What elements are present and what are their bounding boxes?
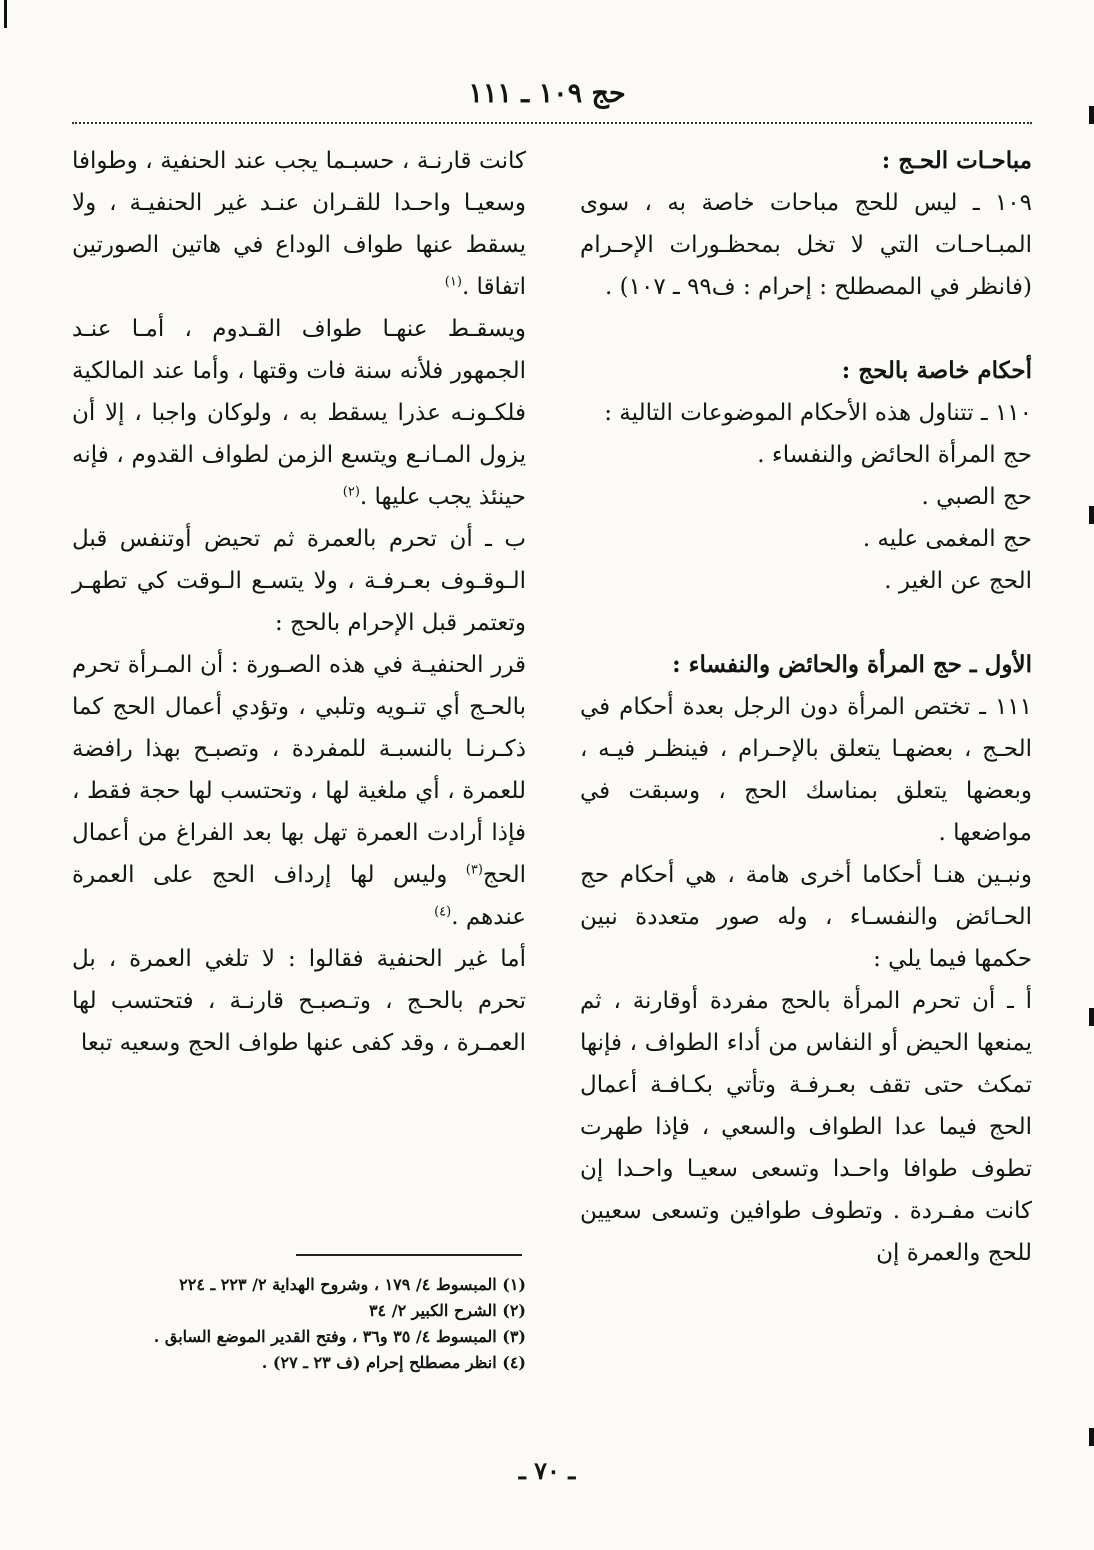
right-column — [580, 140, 1032, 1274]
footnote: (٣) المبسوط ٤/ ٣٥ و٣٦ ، وفتح القدير الموضع السابق . — [153, 1327, 526, 1346]
footnote-separator — [296, 1254, 522, 1256]
section-heading: الأول ـ حج المرأة والحائض والنفساء : — [672, 651, 1032, 678]
left-column — [72, 140, 526, 1064]
footnote: (١) المبسوط ٤/ ١٧٩ ، وشروح الهداية ٢/ ٢٢٣ ـ ٢٢٤ — [179, 1275, 526, 1294]
paragraph — [72, 308, 526, 518]
section-gap — [580, 602, 1032, 644]
section-gap — [580, 308, 1032, 350]
scan-edge-mark — [1089, 106, 1094, 124]
paragraph: أ ـ أن تحرم المرأة بالحج مفردة أوقارنة ، ثم يمنعها الحيض أو النفاس من أداء الطواف ، فإنها تمكث حتى تقف بعـرفـة وتأتي بكـافـة أعمال الحج فيما عدا الطواف والسعي ، فإذا طهرت تطوف طوافا واحـدا وتسعى سعيـا واحـدا إن كانت مفـردة . وتطوف طوافين وتسعى سعيين للحج والعمرة إن — [580, 988, 1032, 1266]
footnote-marker: (٢) — [342, 484, 360, 500]
paragraph: ونبـين هنـا أحكاما أخرى هامة ، هي أحكام حج الحـائض والنفسـاء ، وله صور متعددة نبين حكمها فيما يلي : — [580, 862, 1032, 972]
footnote-marker: (٣) — [465, 862, 483, 878]
paragraph — [72, 140, 526, 308]
scan-edge-mark — [1089, 506, 1094, 524]
paragraph — [72, 644, 526, 938]
paragraph: حج الصبي . — [921, 484, 1032, 510]
paragraph — [72, 518, 526, 644]
header-dotted-rule — [72, 122, 1032, 124]
footnote-marker: (١) — [444, 274, 462, 290]
paragraph: الحج عن الغير . — [884, 568, 1032, 594]
paragraph: ١١١ ـ تختص المرأة دون الرجل بعدة أحكام في الحـج ، بعضهـا يتعلق بالإحـرام ، فينظـر فيـه ، وبعضها يتعلق بمناسك الحج ، وسبقت في مواضعها . — [580, 694, 1032, 846]
page-number: ـ ٧٠ ـ — [518, 1456, 576, 1485]
section-heading: مباحـات الحـج : — [881, 147, 1032, 174]
paragraph-text: قرر الحنفيـة في هذه الصـورة : أن المـرأة تحرم بالحـج أي تنـويه وتلبي ، وتؤدي أعمال الحج كما ذكـرنـا بالنسبـة للمفردة ، وتصبـح بهذا رافضة للعمرة ، أي ملغية لها ، وتحتسب لها حجة فقط ، فإذا أرادت العمرة تهل بها بعد الفراغ من أعمال الحج — [72, 652, 526, 888]
scan-edge-mark — [1089, 1008, 1094, 1026]
footnote: (٢) الشرح الكبير ٢/ ٣٤ — [368, 1301, 526, 1320]
paragraph-text: ويسقـط عنهـا طواف القـدوم ، أمـا عنـد الجمهور فلأنه سنة فات وقتها ، وأما عند المالكية فلكـونـه عذرا يسقط به ، ولوكان واجبا ، إلا أن يزول المـانـع ويتسع الزمن لطواف القدوم ، فإنه حينئذ يجب عليها . — [72, 316, 526, 510]
section-heading: أحكام خاصة بالحج : — [841, 357, 1032, 384]
paragraph-text: كانت قارنـة ، حسبـما يجب عند الحنفية ، وطوافا وسعيـا واحـدا للقـران عنـد غير الحنفيـة ، ولا يسقط عنها طواف الوداع في هاتين الصورتين اتفاقا . — [72, 148, 526, 300]
paragraph: ١١٠ ـ تتناول هذه الأحكام الموضوعات التالية : — [604, 400, 1032, 426]
footnote: (٤) انظر مصطلح إحرام (ف ٢٣ ـ ٢٧) . — [261, 1353, 526, 1372]
paragraph: ١٠٩ ـ ليس للحج مباحات خاصة به ، سوى المبـاحـات التي لا تخل بمحظـورات الإحـرام (فانظر في المصطلح : إحرام : ف٩٩ ـ ١٠٧) . — [580, 190, 1032, 300]
scan-edge-mark — [1089, 1428, 1094, 1446]
footnotes — [72, 1272, 526, 1376]
scan-edge-mark — [4, 0, 7, 28]
running-header: حج ١٠٩ ـ ١١١ — [468, 78, 626, 109]
paragraph-text: أما غير الحنفية فقالوا : لا تلغي العمرة ، بل تحرم بالحـج ، وتـصبـح قارنـة ، فتحتسب لها العمـرة ، وقد كفى عنها طواف الحج وسعيه تبعا — [72, 946, 526, 1056]
footnote-marker: (٤) — [434, 904, 452, 920]
paragraph — [72, 938, 526, 1064]
paragraph: حج المغمى عليه . — [862, 526, 1032, 552]
paragraph-text: وليس لها إرداف الحج على العمرة عندهم . — [72, 862, 526, 930]
paragraph: حج المرأة الحائض والنفساء . — [757, 442, 1032, 468]
paragraph-text: ب ـ أن تحرم بالعمرة ثم تحيض أوتنفس قبل الـوقـوف بعـرفـة ، ولا يتسـع الـوقت كي تطهـر وتعتمر قبل الإحرام بالحج : — [72, 526, 526, 636]
